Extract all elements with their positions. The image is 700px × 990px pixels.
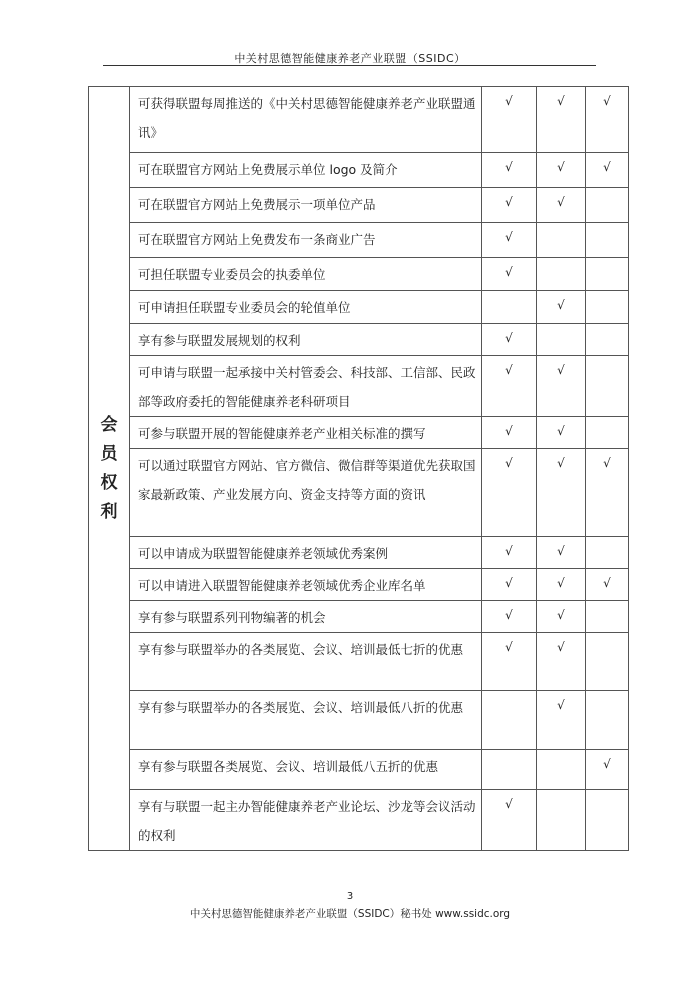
check-cell-2	[537, 324, 586, 356]
check-cell-3	[586, 258, 629, 291]
right-description: 享有参与联盟各类展览、会议、培训最低八五折的优惠	[130, 750, 482, 790]
check-cell-1: √	[482, 153, 537, 188]
table-row	[89, 569, 629, 601]
check-cell-3: √	[586, 449, 629, 537]
check-cell-2: √	[537, 291, 586, 324]
check-cell-1	[482, 750, 537, 790]
check-cell-3	[586, 291, 629, 324]
check-cell-2: √	[537, 633, 586, 691]
check-cell-1: √	[482, 188, 537, 223]
check-cell-2: √	[537, 87, 586, 153]
check-cell-2: √	[537, 449, 586, 537]
check-cell-1: √	[482, 223, 537, 258]
right-description: 可以申请进入联盟智能健康养老领域优秀企业库名单	[130, 569, 482, 601]
table-row	[89, 258, 629, 291]
check-cell-2	[537, 750, 586, 790]
check-cell-3	[586, 601, 629, 633]
right-description: 享有与联盟一起主办智能健康养老产业论坛、沙龙等会议活动的权利	[130, 790, 482, 851]
check-cell-2: √	[537, 417, 586, 449]
right-description: 可在联盟官方网站上免费展示单位 logo 及简介	[130, 153, 482, 188]
right-description: 可申请担任联盟专业委员会的轮值单位	[130, 291, 482, 324]
check-cell-2: √	[537, 188, 586, 223]
category-cell	[89, 87, 130, 851]
check-cell-3	[586, 417, 629, 449]
check-cell-1: √	[482, 633, 537, 691]
table-row	[89, 537, 629, 569]
table-row	[89, 356, 629, 417]
page-number: 3	[346, 891, 354, 902]
table-row	[89, 417, 629, 449]
check-cell-1	[482, 691, 537, 750]
table-row	[89, 449, 629, 537]
check-cell-1: √	[482, 449, 537, 537]
check-cell-1	[482, 291, 537, 324]
table-row	[89, 750, 629, 790]
check-cell-3	[586, 324, 629, 356]
table-row	[89, 601, 629, 633]
right-description: 可以通过联盟官方网站、官方微信、微信群等渠道优先获取国家最新政策、产业发展方向、资金支持等方面的资讯	[130, 449, 482, 537]
category-label-char: 权	[100, 472, 118, 493]
check-cell-2: √	[537, 537, 586, 569]
category-label-char: 利	[100, 501, 118, 522]
check-cell-2: √	[537, 601, 586, 633]
check-cell-3	[586, 223, 629, 258]
check-cell-3	[586, 691, 629, 750]
header-divider	[103, 65, 596, 66]
page-header: 中关村思德智能健康养老产业联盟（SSIDC）	[234, 52, 466, 65]
category-label-char: 会	[100, 414, 118, 435]
check-cell-3	[586, 790, 629, 851]
table-row	[89, 223, 629, 258]
check-cell-1: √	[482, 356, 537, 417]
right-description: 享有参与联盟系列刊物编著的机会	[130, 601, 482, 633]
right-description: 可申请与联盟一起承接中关村管委会、科技部、工信部、民政部等政府委托的智能健康养老科研项目	[130, 356, 482, 417]
check-cell-1: √	[482, 417, 537, 449]
check-cell-1: √	[482, 569, 537, 601]
check-cell-1: √	[482, 258, 537, 291]
table-row	[89, 324, 629, 356]
table-row	[89, 790, 629, 851]
footer-text: 中关村思德智能健康养老产业联盟（SSIDC）秘书处 www.ssidc.org	[189, 908, 511, 920]
check-cell-1: √	[482, 324, 537, 356]
right-description: 可在联盟官方网站上免费发布一条商业广告	[130, 223, 482, 258]
member-rights-table	[88, 86, 629, 851]
table-row	[89, 633, 629, 691]
right-description: 可以申请成为联盟智能健康养老领域优秀案例	[130, 537, 482, 569]
check-cell-1: √	[482, 87, 537, 153]
check-cell-2: √	[537, 153, 586, 188]
category-label-char: 员	[100, 443, 118, 464]
table-row	[89, 691, 629, 750]
right-description: 享有参与联盟发展规划的权利	[130, 324, 482, 356]
check-cell-2: √	[537, 569, 586, 601]
right-description: 享有参与联盟举办的各类展览、会议、培训最低七折的优惠	[130, 633, 482, 691]
check-cell-3: √	[586, 153, 629, 188]
check-cell-2: √	[537, 691, 586, 750]
check-cell-3	[586, 356, 629, 417]
table-row	[89, 291, 629, 324]
check-cell-3: √	[586, 87, 629, 153]
check-cell-3	[586, 188, 629, 223]
check-cell-1: √	[482, 790, 537, 851]
table-row	[89, 153, 629, 188]
check-cell-3	[586, 537, 629, 569]
check-cell-3: √	[586, 569, 629, 601]
check-cell-2	[537, 223, 586, 258]
check-cell-2	[537, 258, 586, 291]
right-description: 可参与联盟开展的智能健康养老产业相关标准的撰写	[130, 417, 482, 449]
right-description: 可在联盟官方网站上免费展示一项单位产品	[130, 188, 482, 223]
right-description: 可获得联盟每周推送的《中关村思德智能健康养老产业联盟通讯》	[130, 87, 482, 153]
check-cell-3: √	[586, 750, 629, 790]
table-row	[89, 87, 629, 153]
table-row	[89, 188, 629, 223]
right-description: 享有参与联盟举办的各类展览、会议、培训最低八折的优惠	[130, 691, 482, 750]
check-cell-2	[537, 790, 586, 851]
check-cell-1: √	[482, 537, 537, 569]
check-cell-1: √	[482, 601, 537, 633]
check-cell-2: √	[537, 356, 586, 417]
check-cell-3	[586, 633, 629, 691]
right-description: 可担任联盟专业委员会的执委单位	[130, 258, 482, 291]
